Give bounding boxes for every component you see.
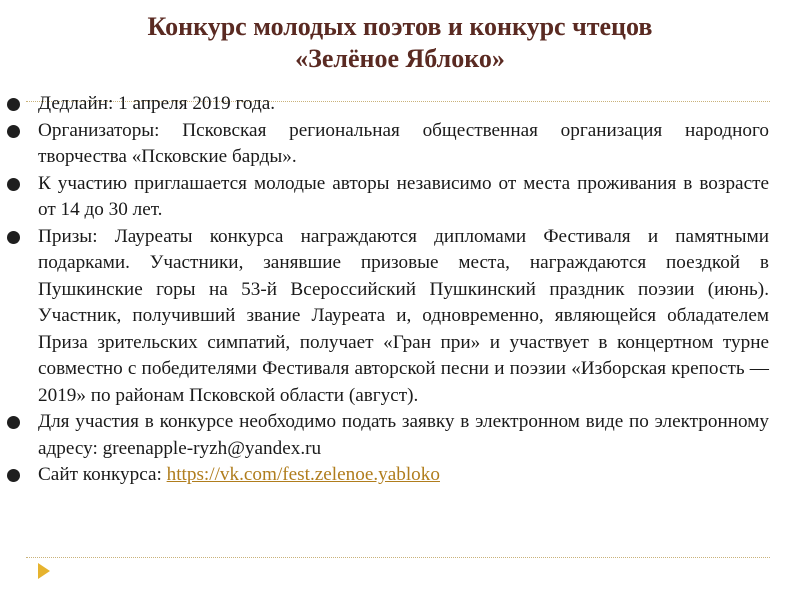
list-item-website: [38, 462, 769, 489]
play-arrow-icon: [38, 563, 50, 579]
bullet-icon: [7, 231, 20, 244]
website-label: Сайт конкурса:: [38, 464, 167, 485]
title-line-1: Конкурс молодых поэтов и конкурс чтецов: [147, 12, 653, 41]
deadline-text: Дедлайн: 1 апреля 2019 года.: [38, 93, 276, 114]
bullet-icon: [7, 178, 20, 191]
announcement-list: [38, 91, 769, 489]
list-item-application: [38, 409, 769, 462]
list-item-prizes: [38, 224, 769, 410]
list-item-organizers: [38, 118, 769, 171]
application-text: Для участия в конкурсе необходимо подать заявку в электронном виде по электронному адресу: greenapple-ryzh@yandex.ru: [38, 411, 769, 459]
bottom-divider: [26, 557, 770, 558]
bullet-icon: [7, 98, 20, 111]
prizes-text: Призы: Лауреаты конкурса награждаются дипломами Фестиваля и памятными подарками. Участники, занявшие призовые места, награждаются поездкой в Пушкинские горы на 53-й Всероссийский Пушкинский праздник поэзии (июнь). Участник, получивший звание Лауреата и, одновременно, являющейся обладателем Приза зрительских симпатий, получает «Гран при» и участвует в концертном турне совместно с победителями Фестиваля авторской песни и поэзии «Изборская крепость — 2019» по районам Псковской области (август).: [38, 225, 769, 406]
slide-title: [30, 11, 770, 75]
website-link[interactable]: https://vk.com/fest.zelenoe.yabloko: [166, 464, 440, 485]
list-item-deadline: [38, 91, 769, 118]
bullet-icon: [7, 125, 20, 138]
bullet-icon: [7, 416, 20, 429]
list-item-participants: [38, 171, 769, 224]
title-line-2: «Зелёное Яблоко»: [295, 44, 505, 73]
organizers-text: Организаторы: Псковская региональная общественная организация народного творчества «Псковские барды».: [38, 119, 769, 167]
bullet-icon: [7, 469, 20, 482]
participants-text: К участию приглашается молодые авторы независимо от места проживания в возрасте от 14 до 30 лет.: [38, 172, 769, 220]
